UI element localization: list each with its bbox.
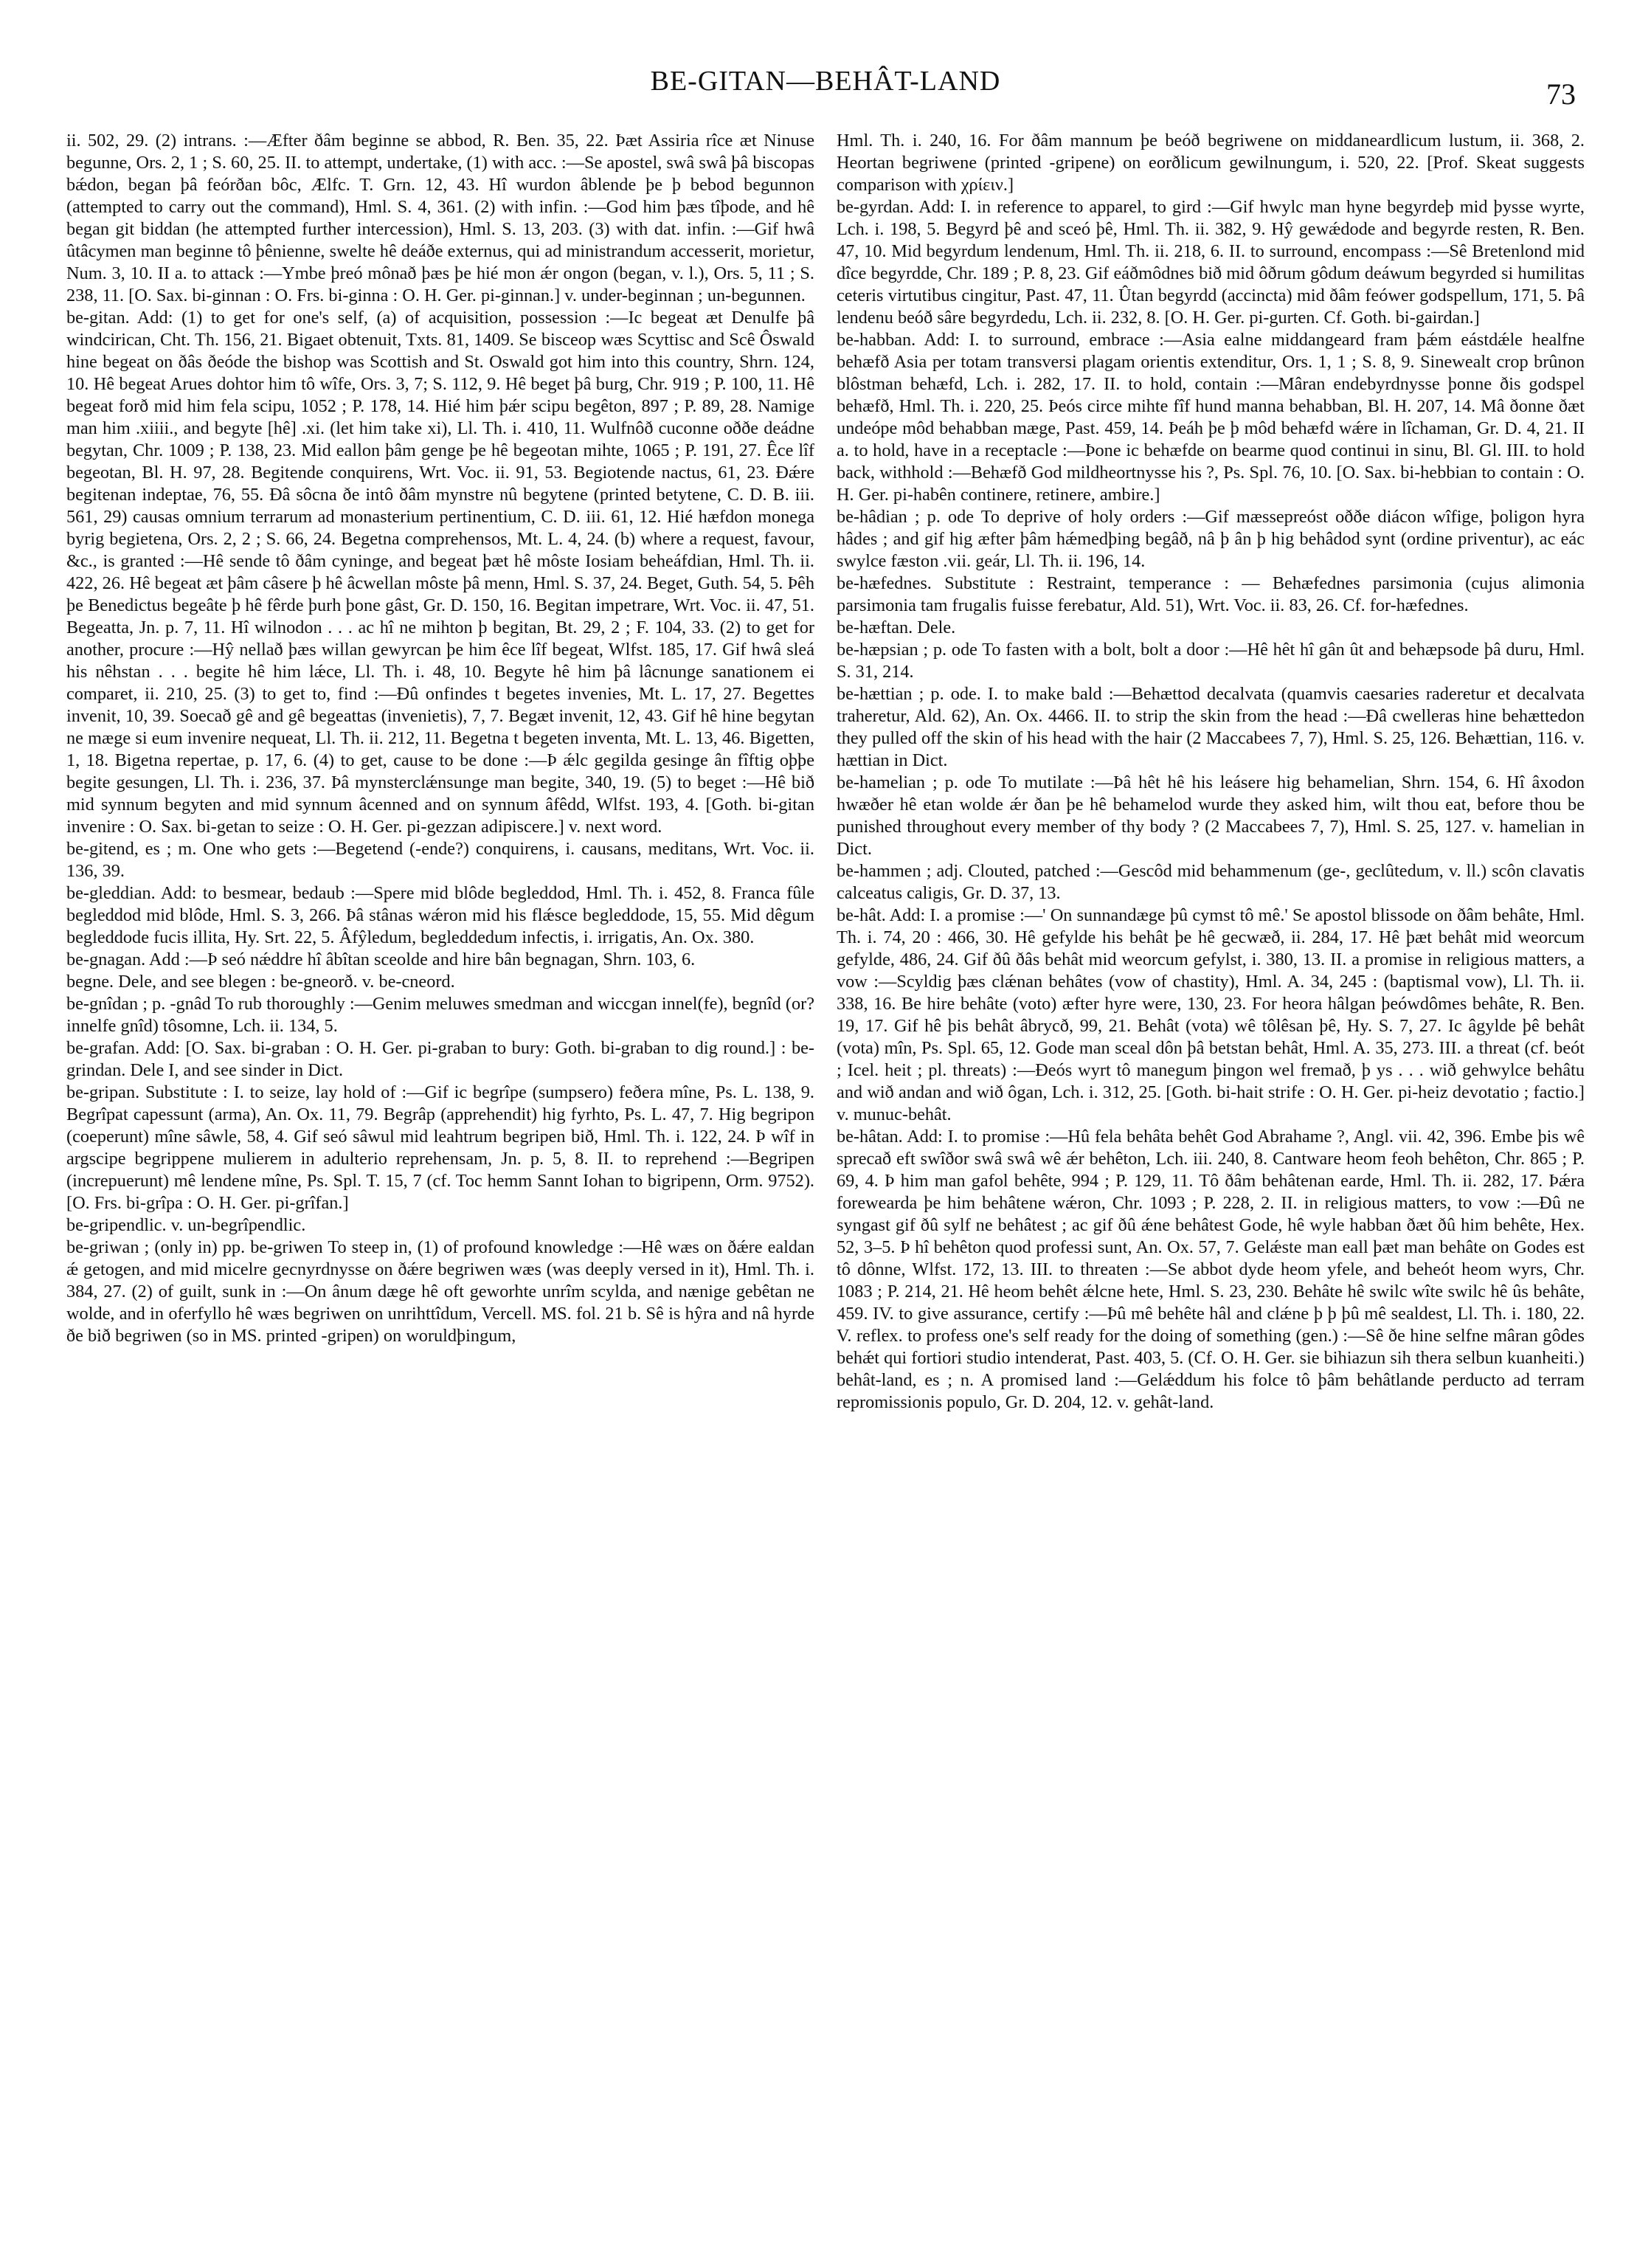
- dictionary-entry: be-hât. Add: I. a promise :—' On sunnandæge þû cymst tô mê.' Se apostol blissode on ðâm behâte, Hml. Th. i. 74, 20 : 466, 30. Hê gefylde his behât þe hê gecwæð, ii. 284, 17. Hê þæt behât mid weorcum gefylde, 486, 24. Gif ðû ðâs behât mid weorcum gefylst, i. 380, 13. II. a promise in religious matters, a vow :—Scyldig þæs clǽnan behâtes (vow of chastity), Hml. A. 34, 245 : (baptismal vow), Ll. Th. ii. 338, 16. Be hire behâte (voto) æfter hyre were, 130, 23. For heora hâlgan þeówdômes behâte, R. Ben. 19, 17. Gif hê þis behât âbrycð, 99, 21. Behât (vota) wê tôlêsan þê, Hy. S. 7, 27. Ic âgylde þê behât (vota) mîn, Ps. Spl. 65, 12. Gode man sceal dôn þâ betstan behât, Hml. A. 35, 273. III. a threat (cf. beót ; Icel. heit ; pl. threats) :—Ðeós wyrt tô manegum þingon wel fremað, þ ys . . . wið gehwylce behâtu and wið andan and wið ôgan, Lch. i. 312, 25. [Goth. bi-hait strife : O. H. Ger. pi-heiz devotatio ; factio.] v. munuc-behât.: [837, 905, 1585, 1124]
- dictionary-entry: be-hammen ; adj. Clouted, patched :—Gescôd mid behammenum (ge-, geclûtedum, v. ll.) scôn clavatis calceatus caligis, Gr. D. 37, 13.: [837, 861, 1585, 903]
- dictionary-entry: be-griwan ; (only in) pp. be-griwen To steep in, (1) of profound knowledge :—Hê wæs on ðǽre ealdan ǽ getogen, and mid micelre gecnyrdnysse on ðǽre begriwen wæs (was deeply versed in it), Hml. Th. i. 384, 27. (2) of guilt, sunk in :—On ânum dæge hê oft geworhte unrîm scylda, and nænige gebêtan ne wolde, and in oferfyllo hê wæs begriwen on unrihttîdum, Vercell. MS. fol. 21 b. Sê is hŷra and nâ hyrde ðe bið begriwen (so in MS. printed -gripen) on woruldþingum,: [66, 1237, 814, 1346]
- dictionary-entry: be-hæpsian ; p. ode To fasten with a bolt, bolt a door :—Hê hêt hî gân ût and behæpsode þâ duru, Hml. S. 31, 214.: [837, 640, 1585, 682]
- dictionary-entry: be-habban. Add: I. to surround, embrace :—Asia ealne middangeard fram þǽm eástdǽle healfne behæfð Asia per totam transversi plagam orientis extenditur, Ors. 1, 1 ; S. 8, 9. Sinewealt crop brûnon blôstman behæfd, Lch. i. 282, 17. II. to hold, contain :—Mâran endebyrdnysse þonne ðis godspel behæfð, Hml. Th. i. 220, 25. Þeós circe mihte fîf hund manna behabban, Bl. H. 207, 14. Mâ ðonne ðæt undeópe môd behabban mæge, Past. 459, 14. Þeáh þe þ môd behæfd wǽre in lîchaman, Gr. D. 4, 21. II a. to hold, have in a receptacle :—Þone ic behæfde on bearme quod continui in sinu, Bl. Gl. III. to hold back, withhold :—Behæfð God mildheortnysse his ?, Ps. Spl. 76, 10. [O. Sax. bi-hebbian to contain : O. H. Ger. pi-habên continere, retinere, ambire.]: [837, 330, 1585, 505]
- left-column: [66, 130, 814, 2247]
- dictionary-entry: ii. 502, 29. (2) intrans. :—Æfter ðâm beginne se abbod, R. Ben. 35, 22. Þæt Assiria rîce æt Ninuse begunne, Ors. 2, 1 ; S. 60, 25. II. to attempt, undertake, (1) with acc. :—Se apostel, swâ swâ þâ biscopas bǽdon, began þâ feórðan bôc, Ælfc. T. Grn. 12, 43. Hî wurdon âblende þe þ bebod begunnon (attempted to carry out the command), Hml. S. 4, 361. (2) with infin. :—God him þæs tîþode, and hê began git biddan (he attempted further intercession), Hml. S. 13, 203. (3) with dat. infin. :—Gif hwâ ûtâcymen man beginne tô þênienne, swelte hê deáðe externus, qui ad ministrandum accesserit, morietur, Num. 3, 10. II a. to attack :—Ymbe þreó mônað þæs þe hié mon ǽr ongon (began, v. l.), Ors. 5, 11 ; S. 238, 11. [O. Sax. bi-ginnan : O. Frs. bi-ginna : O. H. Ger. pi-ginnan.] v. under-beginnan ; un-begunnen.: [66, 131, 814, 305]
- dictionary-entry: be-gnîdan ; p. -gnâd To rub thoroughly :—Genim meluwes smedman and wiccgan innel(fe), begnîd (or? innelfe gnîd) tôsomne, Lch. ii. 134, 5.: [66, 994, 814, 1036]
- dictionary-entry: be-hættian ; p. ode. I. to make bald :—Behættod decalvata (quamvis caesaries raderetur et decalvata traheretur, Ald. 62), An. Ox. 4466. II. to strip the skin from the head :—Ðâ cwelleras hine behættedon they pulled off the skin of his head with the hair (2 Maccabees 7, 7), Hml. S. 25, 126. Behættian, 116. v. hættian in Dict.: [837, 684, 1585, 770]
- text-columns: [66, 130, 1585, 2247]
- page-number: 73: [1546, 77, 1576, 111]
- dictionary-entry: Hml. Th. i. 240, 16. For ðâm mannum þe beóð begriwene on middaneardlicum lustum, ii. 368, 2. Heortan begriwene (printed -gripene) on eorðlicum gewilnungum, i. 520, 22. [Prof. Skeat suggests comparison with χρίειν.]: [837, 131, 1585, 195]
- dictionary-entry: be-gripendlic. v. un-begrîpendlic.: [66, 1215, 306, 1235]
- dictionary-entry: begne. Dele, and see blegen : be-gneorð. v. be-cneord.: [66, 972, 455, 992]
- dictionary-entry: behât-land, es ; n. A promised land :—Gelǽddum his folce tô þâm behâtlande perducto ad terram repromissionis populo, Gr. D. 204, 12. v. gehât-land.: [837, 1370, 1585, 1412]
- dictionary-entry: be-hæfednes. Substitute : Restraint, temperance : — Behæfednes parsimonia (cujus alimonia parsimonia tam frugalis fuisse ferebatur, Ald. 51), Wrt. Voc. ii. 83, 26. Cf. for-hæfednes.: [837, 573, 1585, 615]
- dictionary-entry: be-hâdian ; p. ode To deprive of holy orders :—Gif mæssepreóst oððe diácon wîfige, þoligon hyra hâdes ; and gif hig æfter þâm hǽmedþing begâð, nâ þ ân þ hig behâdod synt (ordine priventur), ac eác swylce fæston .vii. geár, Ll. Th. ii. 196, 14.: [837, 507, 1585, 571]
- running-head: BE-GITAN—BEHÂT-LAND: [650, 66, 1001, 97]
- dictionary-entry: be-gitan. Add: (1) to get for one's self, (a) of acquisition, possession :—Ic begeat æt Denulfe þâ windcirican, Cht. Th. 156, 21. Bigaet obtenuit, Txts. 81, 1409. Se bisceop wæs Scyttisc and Scê Ôswald hine begeat on ðâs ðeóde the bishop was Scottish and St. Oswald got him into this country, Shrn. 124, 10. Hê begeat Arues dohtor him tô wîfe, Ors. 3, 7; S. 112, 9. Hê beget þâ burg, Chr. 919 ; P. 100, 11. Hê begeat forð mid him fela scipu, 1052 ; P. 178, 14. Hié him þǽr scipu begêton, 897 ; P. 89, 28. Namige man him .xiiii., and begyte [hê] .xi. (let him take xi), Ll. Th. i. 410, 11. Wulfnôð cuconne oððe deádne begytan, Chr. 1009 ; P. 138, 23. Mid eallon þâm genge þe hê begeotan mihte, 1065 ; P. 191, 27. Êce lîf begeotan, Bl. H. 97, 28. Begitende conquirens, Wrt. Voc. ii. 91, 53. Begiotende nactus, 61, 23. Ðǽre begitenan indeptae, 76, 55. Ðâ sôcna ðe intô ðâm mynstre nû begytene (printed betytene, C. D. B. iii. 561, 29) causas omnium terrarum ad monasterium pertinentium, C. D. iii. 61, 12. Hié hæfdon monega byrig begietena, Ors. 2, 2 ; S. 66, 24. Begetna comprehensos, Mt. L. 4, 24. (b) where a request, favour, &c., is granted :—Hê sende tô ðâm cyninge, and begeat þæt hê môste Iosiam beheáfdian, Hml. Th. ii. 422, 26. Hê begeat æt þâm câsere þ hê âcwellan môste þâ menn, Hml. S. 37, 24. Beget, Guth. 54, 5. Þêh þe Benedictus begeâte þ hê fêrde þurh þone gâst, Gr. D. 150, 16. Begitan impetrare, Wrt. Voc. ii. 47, 51. Begeatta, Jn. p. 7, 11. Hî wilnodon . . . ac hî ne mihton þ begitan, Bt. 29, 2 ; F. 104, 33. (2) to get for another, procure :—Hŷ nellað þæs willan gewyrcan þe him êce lîf begeat, Wlfst. 185, 17. Gif hwâ sleá his nêhstan . . . begite hê him lǽce, Ll. Th. i. 48, 10. Begyte hê him þâ lâcnunge sanationem ei comparet, ii. 210, 25. (3) to get to, find :—Ðû onfindes t begetes invenies, Mt. L. 17, 27. Begettes invenit, 10, 39. Soecað gê and gê begeattas (invenietis), 7, 7. Begæt invenit, 12, 43. Gif hê hine begytan ne mæge si eum invenire nequeat, Ll. Th. ii. 212, 11. Begetna t begeten inventa, Mt. L. 13, 46. Bigetten, 1, 18. Bigetna repertae, p. 17, 6. (4) to get, cause to be done :—Þ ǽlc gegilda gesinge ân fîftig oþþe begite gesungen, Ll. Th. i. 236, 37. Þâ mynsterclǽnsunge man begite, 340, 19. (5) to beget :—Hê bið mid synnum begyten and mid synnum âcenned and on synnum âfêdd, Wlfst. 193, 4. [Goth. bi-gitan invenire : O. Sax. bi-getan to seize : O. H. Ger. pi-gezzan adipiscere.] v. next word.: [66, 308, 814, 837]
- dictionary-entry: be-gnagan. Add :—Þ seó nǽddre hî âbîtan sceolde and hire bân begnagan, Shrn. 103, 6.: [66, 950, 696, 969]
- dictionary-entry: be-gitend, es ; m. One who gets :—Begetend (-ende?) conquirens, i. causans, meditans, Wrt. Voc. ii. 136, 39.: [66, 839, 814, 881]
- dictionary-entry: be-hæftan. Dele.: [837, 618, 956, 637]
- dictionary-entry: be-hâtan. Add: I. to promise :—Hû fela behâta behêt God Abrahame ?, Angl. vii. 42, 396. Embe þis wê sprecað eft swîðor swâ swâ wê ǽr behêton, Lch. iii. 240, 8. Cantware heom feoh behêton, Chr. 865 ; P. 69, 4. Þ him man gafol behête, 994 ; P. 129, 11. Tô ðâm behâtenan earde, Hml. Th. ii. 282, 17. Þǽra forewearda þe him behâtene wǽron, Chr. 1093 ; P. 228, 2. II. in religious matters, to vow :—Ðû ne syngast gif ðû sylf ne behâtest ; ac gif ðû ǽne behâtest Gode, hê wyle habban ðæt ðû him behête, Hex. 52, 3–5. Þ hî behêton quod professi sunt, An. Ox. 57, 7. Gelǽste man eall þæt man behâte on Godes est tô dônne, Wlfst. 172, 13. III. to threaten :—Se abbot dyde heom yfele, and beheót heom wyrs, Chr. 1083 ; P. 214, 21. Hê heom behêt ǽlcne hete, Hml. S. 23, 230. Behâte hê swilc wîte swilc hê ûs behâte, 459. IV. to give assurance, certify :—Þû mê behête hâl and clǽne þ þ þû mê sealdest, Ll. Th. i. 180, 22. V. reflex. to profess one's self ready for the doing of something (gen.) :—Sê ðe hine selfne mâran gôdes behǽt qui fortiori studio intenderat, Past. 403, 5. (Cf. O. H. Ger. sie bihiazun sih thera selbun kuanheiti.): [837, 1127, 1585, 1368]
- right-column: [837, 130, 1585, 2247]
- dictionary-entry: be-hamelian ; p. ode To mutilate :—Þâ hêt hê his leásere hig behamelian, Shrn. 154, 6. Hî âxodon hwæðer hê etan wolde ǽr ðan þe hê behamelod wurde they asked him, wilt thou eat, before thou be punished throughout every member of thy body ? (2 Maccabees 7, 7), Hml. S. 25, 127. v. hamelian in Dict.: [837, 772, 1585, 859]
- dictionary-entry: be-gyrdan. Add: I. in reference to apparel, to gird :—Gif hwylc man hyne begyrdeþ mid þysse wyrte, Lch. i. 198, 5. Begyrd þê and sceó þê, Hml. Th. ii. 382, 9. Hŷ gewǽdode and begyrde resten, R. Ben. 47, 10. Mid begyrdum lendenum, Hml. Th. ii. 218, 6. II. to surround, encompass :—Sê Bretenlond mid dîce begyrdde, Chr. 189 ; P. 8, 23. Gif eáðmôdnes bið mid ôðrum gôdum deáwum begyrded si humilitas ceteris virtutibus cingitur, Past. 47, 11. Ûtan begyrdd (accincta) mid ðâm feówer godspellum, 171, 5. Þâ lendenu beóð sâre begyrdedu, Lch. ii. 232, 8. [O. H. Ger. pi-gurten. Cf. Goth. bi-gairdan.]: [837, 197, 1585, 328]
- dictionary-entry: be-gleddian. Add: to besmear, bedaub :—Spere mid blôde begleddod, Hml. Th. i. 452, 8. Franca fûle begleddod mid blôde, Hml. S. 3, 266. Þâ stânas wǽron mid his flǽsce begleddode, 15, 55. Mid dêgum begleddode fucis illita, Hy. Srt. 22, 5. Âfŷledum, begleddedum infectis, i. irrigatis, An. Ox. 380.: [66, 883, 814, 947]
- dictionary-entry: be-grafan. Add: [O. Sax. bi-graban : O. H. Ger. pi-graban to bury: Goth. bi-graban to dig round.] : be-grindan. Dele I, and see sinder in Dict.: [66, 1038, 814, 1080]
- dictionary-entry: be-gripan. Substitute : I. to seize, lay hold of :—Gif ic begrîpe (sumpsero) feðera mîne, Ps. L. 138, 9. Begrîpat capessunt (arma), An. Ox. 11, 79. Begrâp (apprehendit) hig fyrhto, Ps. L. 47, 7. Hig begripon (coeperunt) mîne sâwle, 58, 4. Gif seó sâwul mid leahtrum begripen bið, Hml. Th. i. 122, 24. Þ wîf in argscipe begrippene mulierem in adulterio reprehensam, Jn. p. 5, 8. II. to reprehend :—Begripen (increpuerunt) mê lendene mîne, Ps. Spl. T. 15, 7 (cf. Toc hemm Sannt Iohan to bigripenn, Orm. 9752). [O. Frs. bi-grîpa : O. H. Ger. pi-grîfan.]: [66, 1082, 814, 1213]
